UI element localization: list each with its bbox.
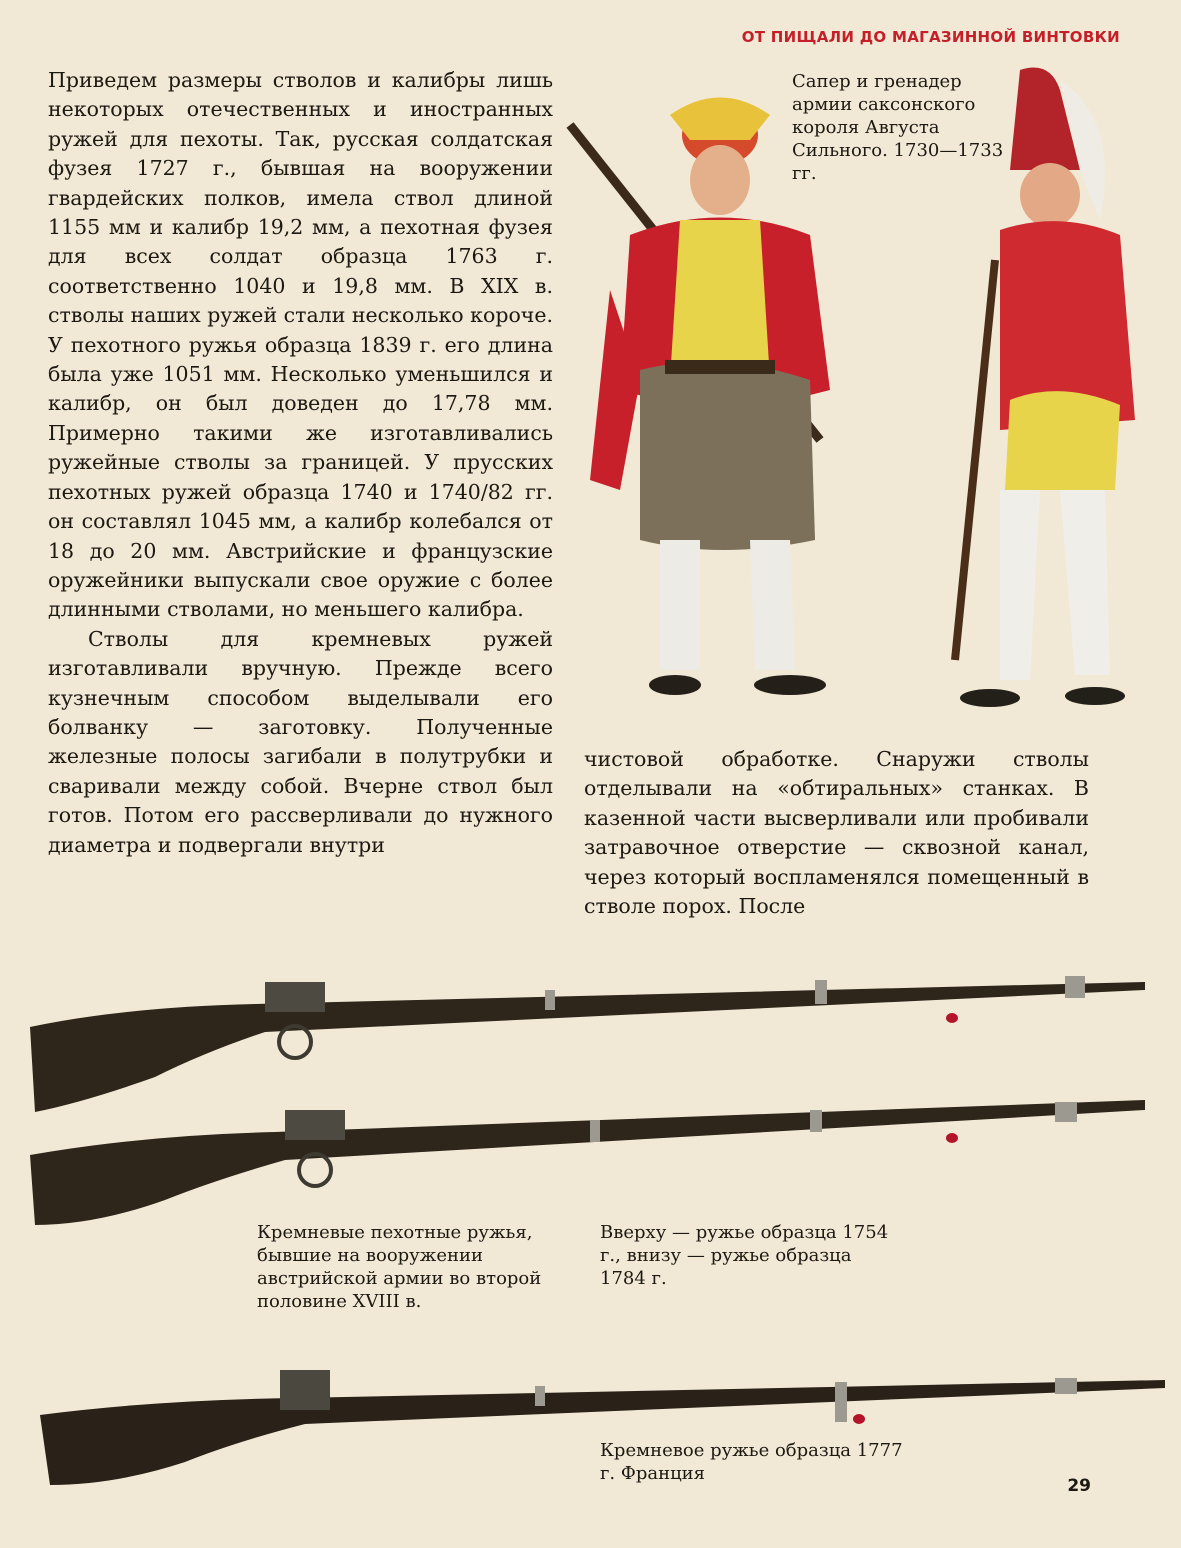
paragraph-2: Стволы для кремневых ружей изготавливали вручную. Прежде всего кузнечным способом выделывали его болванку — заготовку. Полученные железные полосы загибали в полутрубки и сваривали между собой. Вчерне ствол был готов. Потом его рассверливали до нужного диаметра и подвергали внутри <box>48 626 553 857</box>
ink-stain <box>946 1013 958 1023</box>
musket-1784-illustration <box>25 1080 1155 1230</box>
page-number: 29 <box>1067 1476 1091 1496</box>
text-column-left <box>48 66 553 860</box>
ink-stain <box>946 1133 958 1143</box>
ink-stain <box>853 1414 865 1424</box>
caption-soldiers: Сапер и гренадер армии саксонского короля Августа Сильного. 1730—1733 гг. <box>792 71 1004 184</box>
paragraph-1: Приведем размеры стволов и калибры лишь некоторых отечественных и иностранных ружей для пехоты. Так, русская солдатская фузея 1727 г., бывшая на вооружении гвардейских полков, имела ствол длиной 1155 мм и калибр 19,2 мм, а пехотная фузея для всех солдат образца 1763 г. соответственно 1040 и 19,8 мм. В XIX в. стволы наших ружей стали несколько короче. У пехотного ружья образца 1839 г. его длина была уже 1051 мм. Несколько уменьшился и калибр, он был доведен до 17,78 мм. Примерно такими же изготавливались ружейные стволы за границей. У прусских пехотных ружей образца 1740 и 1740/82 гг. он составлял 1045 мм, а калибр колебался от 18 до 20 мм. Австрийские и французские оружейники выпускали свое оружие с более длинными стволами, но меньшего калибра. <box>48 68 553 622</box>
caption-french-musket: Кремневое ружье образца 1777 г. Франция <box>600 1440 903 1484</box>
caption-austrian-models: Вверху — ружье образца 1754 г., внизу — ружье образца 1784 г. <box>600 1222 889 1289</box>
paragraph-2-continued: чистовой обработке. Снаружи стволы отделывали на «обтиральных» станках. В казенной части высверливали или пробивали затравочное отверстие — сквозной канал, через который воспламенялся помещенный в стволе порох. После <box>584 747 1089 919</box>
sapper-figure <box>570 98 830 696</box>
text-column-right <box>584 745 1089 921</box>
caption-austrian-muskets: Кремневые пехотные ружья, бывшие на вооружении австрийской армии во второй половине XVIII в. <box>257 1222 542 1312</box>
running-header: ОТ ПИЩАЛИ ДО МАГАЗИННОЙ ВИНТОВКИ <box>741 28 1120 46</box>
